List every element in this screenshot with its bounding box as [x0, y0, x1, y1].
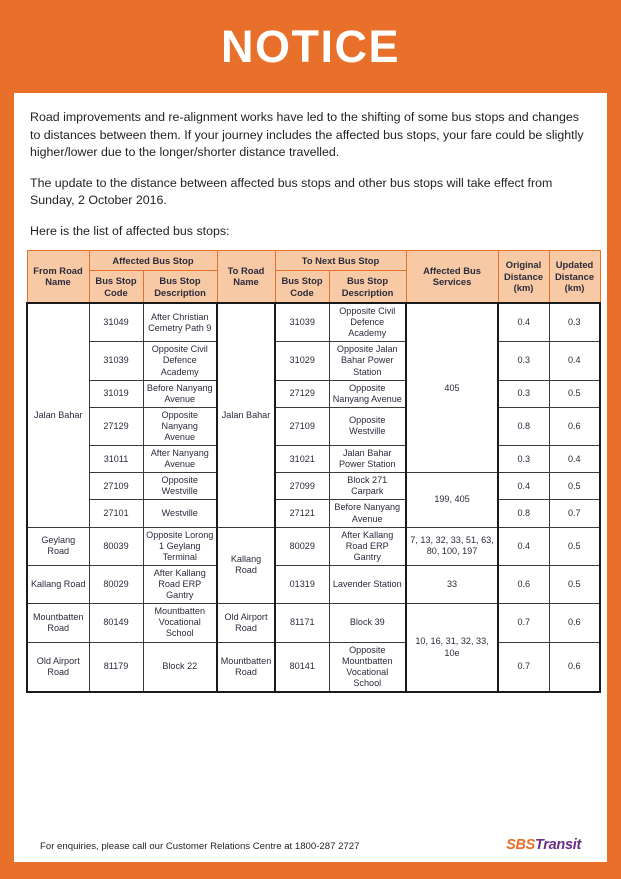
cell-original-distance: 0.4	[498, 303, 549, 342]
cell-next-bus-stop-code: 01319	[275, 565, 329, 603]
table-row	[27, 604, 600, 642]
cell-affected-bus-stop-description: Block 22	[143, 642, 217, 692]
th-bus-stop-code-affected: Bus Stop Code	[89, 271, 143, 303]
cell-from-road-name: Mountbatten Road	[27, 604, 89, 642]
cell-affected-bus-stop-code: 80039	[89, 527, 143, 565]
cell-next-bus-stop-description: Block 271 Carpark	[329, 473, 406, 500]
table-header	[27, 250, 600, 303]
th-to-road-name: To Road Name	[217, 250, 275, 303]
cell-next-bus-stop-code: 81171	[275, 604, 329, 642]
cell-next-bus-stop-description: Lavender Station	[329, 565, 406, 603]
cell-affected-bus-stop-description: Mountbatten Vocational School	[143, 604, 217, 642]
cell-affected-bus-services: 7, 13, 32, 33, 51, 63, 80, 100, 197	[406, 527, 498, 565]
th-bus-stop-description-next: Bus Stop Description	[329, 271, 406, 303]
cell-affected-bus-services: 199, 405	[406, 473, 498, 527]
cell-original-distance: 0.7	[498, 642, 549, 692]
sbs-transit-logo	[506, 838, 581, 853]
table-row	[27, 527, 600, 565]
cell-original-distance: 0.3	[498, 380, 549, 407]
cell-from-road-name: Old Airport Road	[27, 642, 89, 692]
cell-original-distance: 0.4	[498, 473, 549, 500]
cell-next-bus-stop-description: Opposite Nanyang Avenue	[329, 380, 406, 407]
table-body	[27, 303, 600, 692]
cell-to-road-name: Jalan Bahar	[217, 303, 275, 527]
cell-next-bus-stop-code: 27099	[275, 473, 329, 500]
cell-affected-bus-services: 10, 16, 31, 32, 33, 10e	[406, 604, 498, 692]
cell-next-bus-stop-code: 31029	[275, 342, 329, 380]
cell-from-road-name: Kallang Road	[27, 565, 89, 603]
cell-updated-distance: 0.5	[549, 527, 600, 565]
cell-updated-distance: 0.3	[549, 303, 600, 342]
table-row	[27, 407, 600, 445]
cell-original-distance: 0.8	[498, 500, 549, 527]
page-title: NOTICE	[220, 21, 400, 72]
cell-updated-distance: 0.5	[549, 473, 600, 500]
th-affected-bus-services: Affected Bus Services	[406, 250, 498, 303]
table-row	[27, 446, 600, 473]
th-to-next-bus-stop: To Next Bus Stop	[275, 250, 406, 270]
table-header-row-1	[27, 250, 600, 270]
cell-next-bus-stop-code: 27129	[275, 380, 329, 407]
cell-affected-bus-stop-description: Westville	[143, 500, 217, 527]
cell-affected-bus-stop-description: After Kallang Road ERP Gantry	[143, 565, 217, 603]
cell-affected-bus-stop-description: Opposite Nanyang Avenue	[143, 407, 217, 445]
cell-next-bus-stop-description: Opposite Civil Defence Academy	[329, 303, 406, 342]
cell-updated-distance: 0.6	[549, 642, 600, 692]
enquiries-text: For enquiries, please call our Customer Relations Centre at 1800-287 2727	[40, 841, 360, 852]
cell-original-distance: 0.8	[498, 407, 549, 445]
cell-affected-bus-stop-code: 31019	[89, 380, 143, 407]
cell-next-bus-stop-description: Opposite Jalan Bahar Power Station	[329, 342, 406, 380]
cell-to-road-name: Mountbatten Road	[217, 642, 275, 692]
cell-next-bus-stop-description: Jalan Bahar Power Station	[329, 446, 406, 473]
cell-affected-bus-stop-code: 31011	[89, 446, 143, 473]
cell-original-distance: 0.6	[498, 565, 549, 603]
cell-affected-bus-stop-description: After Christian Cemetry Path 9	[143, 303, 217, 342]
cell-updated-distance: 0.4	[549, 342, 600, 380]
th-affected-bus-stop: Affected Bus Stop	[89, 250, 217, 270]
content-panel	[14, 93, 607, 862]
affected-bus-stops-table	[26, 250, 601, 693]
table-row	[27, 500, 600, 527]
cell-original-distance: 0.3	[498, 446, 549, 473]
table-row	[27, 303, 600, 342]
table-row	[27, 642, 600, 692]
cell-updated-distance: 0.5	[549, 565, 600, 603]
cell-next-bus-stop-code: 31039	[275, 303, 329, 342]
cell-next-bus-stop-description: Block 39	[329, 604, 406, 642]
cell-affected-bus-stop-description: After Nanyang Avenue	[143, 446, 217, 473]
cell-next-bus-stop-code: 27109	[275, 407, 329, 445]
cell-original-distance: 0.7	[498, 604, 549, 642]
cell-next-bus-stop-description: Opposite Mountbatten Vocational School	[329, 642, 406, 692]
cell-to-road-name: Old Airport Road	[217, 604, 275, 642]
cell-affected-bus-stop-code: 27101	[89, 500, 143, 527]
cell-affected-bus-stop-code: 31049	[89, 303, 143, 342]
cell-updated-distance: 0.4	[549, 446, 600, 473]
cell-next-bus-stop-description: Opposite Westville	[329, 407, 406, 445]
intro-paragraph-3: Here is the list of affected bus stops:	[30, 224, 230, 239]
cell-next-bus-stop-code: 31021	[275, 446, 329, 473]
cell-affected-bus-services: 405	[406, 303, 498, 473]
cell-affected-bus-stop-description: Opposite Lorong 1 Geylang Terminal	[143, 527, 217, 565]
cell-original-distance: 0.3	[498, 342, 549, 380]
cell-to-road-name: Kallang Road	[217, 527, 275, 604]
cell-affected-bus-stop-description: Before Nanyang Avenue	[143, 380, 217, 407]
cell-updated-distance: 0.5	[549, 380, 600, 407]
intro-paragraph-2: The update to the distance between affected bus stops and other bus stops will take effect from Sunday, 2 October 2016.	[30, 175, 553, 208]
cell-affected-bus-stop-description: Opposite Westville	[143, 473, 217, 500]
table-row	[27, 342, 600, 380]
logo-transit-text: Transit	[535, 836, 581, 853]
header-band	[0, 0, 621, 93]
cell-affected-bus-stop-description: Opposite Civil Defence Academy	[143, 342, 217, 380]
cell-original-distance: 0.4	[498, 527, 549, 565]
cell-next-bus-stop-code: 80029	[275, 527, 329, 565]
table-row	[27, 380, 600, 407]
th-original-distance: Original Distance (km)	[498, 250, 549, 303]
th-bus-stop-code-next: Bus Stop Code	[275, 271, 329, 303]
cell-affected-bus-stop-code: 31039	[89, 342, 143, 380]
cell-affected-bus-stop-code: 80149	[89, 604, 143, 642]
th-updated-distance: Updated Distance (km)	[549, 250, 600, 303]
footer	[40, 838, 581, 853]
intro-paragraph-1: Road improvements and re-alignment works have led to the shifting of some bus stops and changes to distances between them. If your journey includes the affected bus stops, your fare could be slightly higher/lower due to the longer/shorter distance travelled.	[30, 110, 584, 160]
th-from-road-name: From Road Name	[27, 250, 89, 303]
cell-affected-bus-stop-code: 80029	[89, 565, 143, 603]
cell-affected-bus-stop-code: 27129	[89, 407, 143, 445]
cell-from-road-name: Jalan Bahar	[27, 303, 89, 527]
cell-next-bus-stop-code: 27121	[275, 500, 329, 527]
cell-from-road-name: Geylang Road	[27, 527, 89, 565]
cell-next-bus-stop-description: Before Nanyang Avenue	[329, 500, 406, 527]
cell-next-bus-stop-code: 80141	[275, 642, 329, 692]
cell-affected-bus-stop-code: 27109	[89, 473, 143, 500]
cell-updated-distance: 0.6	[549, 407, 600, 445]
logo-sbs-text: SBS	[506, 836, 536, 853]
cell-updated-distance: 0.6	[549, 604, 600, 642]
cell-affected-bus-stop-code: 81179	[89, 642, 143, 692]
table-row	[27, 473, 600, 500]
cell-affected-bus-services: 33	[406, 565, 498, 603]
table-row	[27, 565, 600, 603]
cell-next-bus-stop-description: After Kallang Road ERP Gantry	[329, 527, 406, 565]
cell-updated-distance: 0.7	[549, 500, 600, 527]
th-bus-stop-description-affected: Bus Stop Description	[143, 271, 217, 303]
